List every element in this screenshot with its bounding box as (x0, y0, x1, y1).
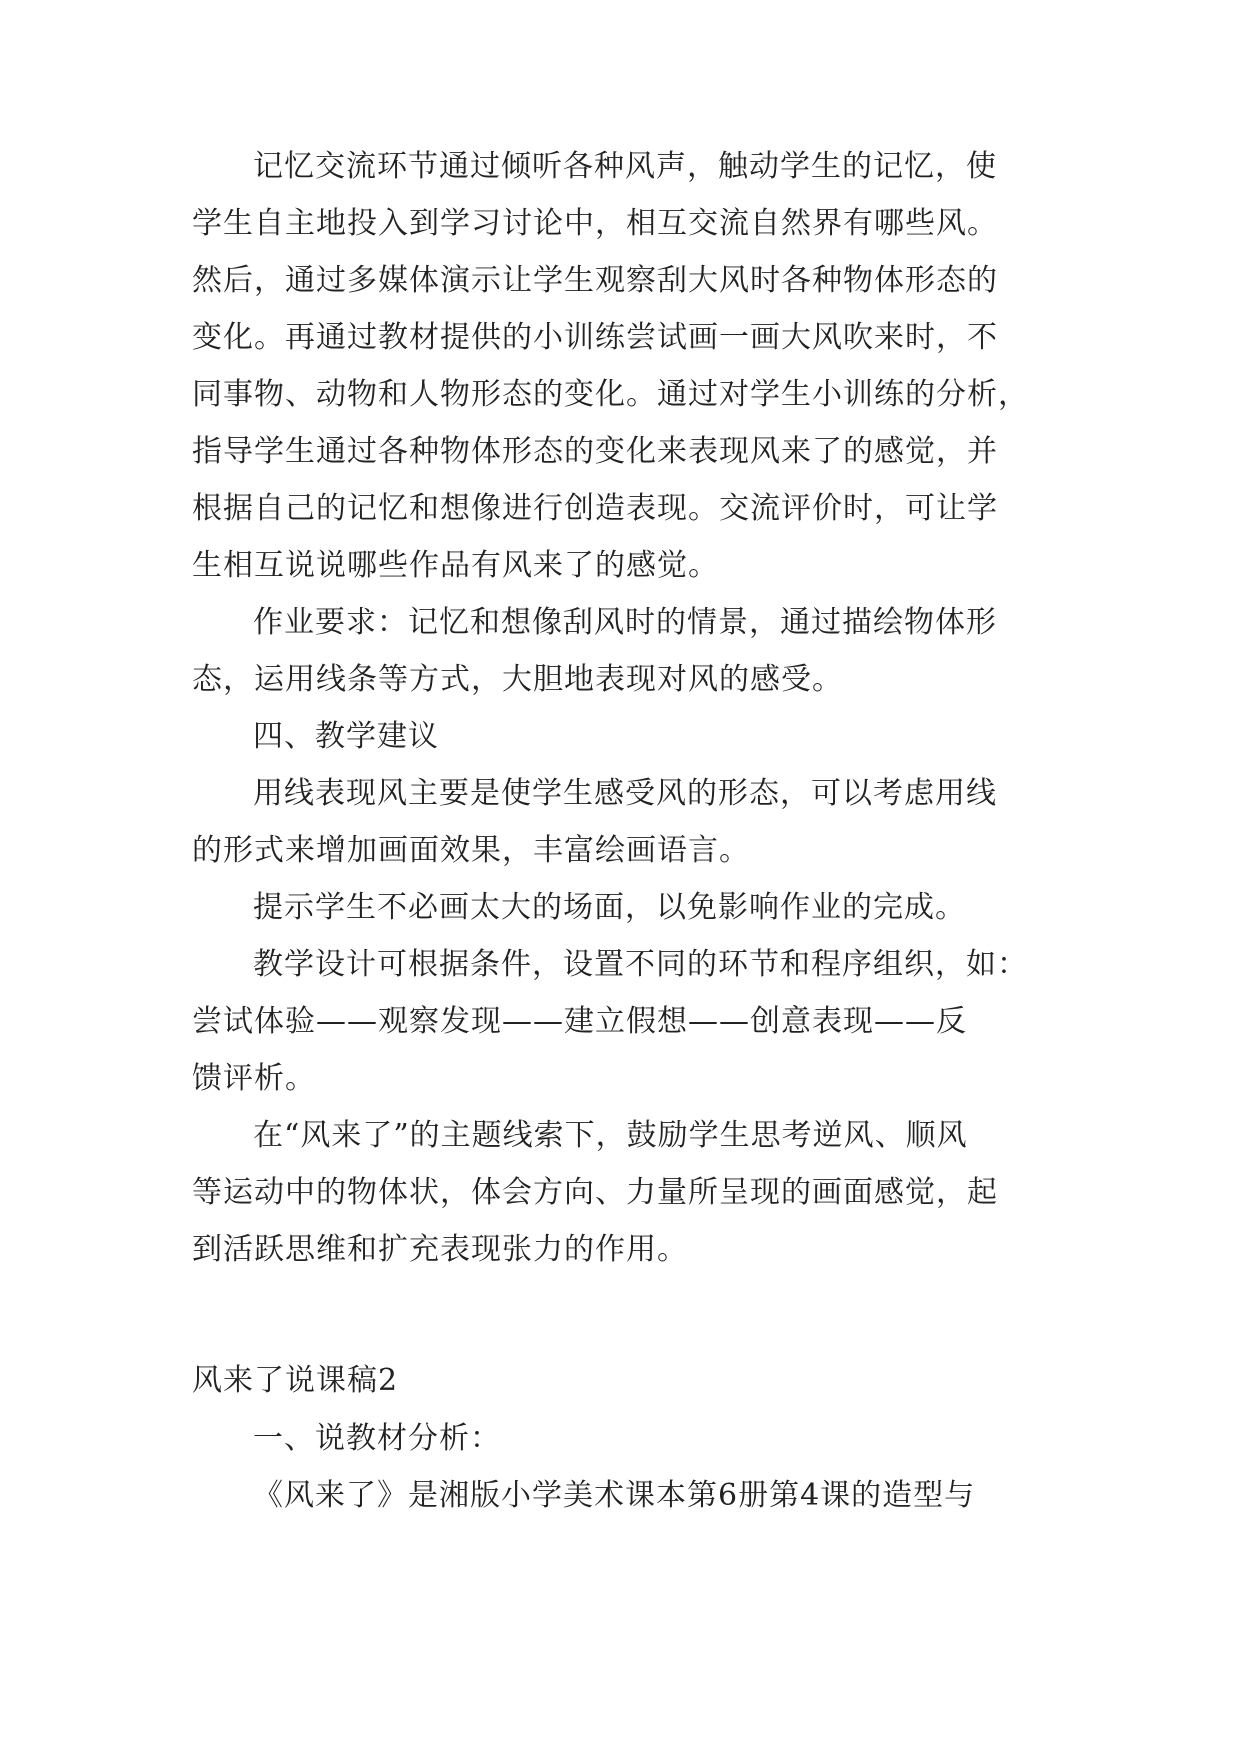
paragraph-line: 指导学生通过各种物体形态的变化来表现风来了的感觉，并 (192, 434, 998, 469)
paragraph-line: 根据自己的记忆和想像进行创造表现。交流评价时，可让学 (192, 491, 998, 526)
paragraph-line: 生相互说说哪些作品有风来了的感觉。 (192, 548, 719, 583)
paragraph-line: 的形式来增加画面效果，丰富绘画语言。 (192, 833, 750, 868)
paragraph-line: 教学设计可根据条件，设置不同的环节和程序组织，如： (253, 947, 1028, 982)
paragraph-line: 态，运用线条等方式，大胆地表现对风的感受。 (192, 662, 843, 697)
section-heading: 四、教学建议 (253, 719, 439, 754)
paragraph-line: 在“风来了”的主题线索下，鼓励学生思考逆风、顺风 (253, 1118, 968, 1153)
paragraph-line: 提示学生不必画太大的场面，以免影响作业的完成。 (253, 890, 966, 925)
paragraph-line: 同事物、动物和人物形态的变化。通过对学生小训练的分析， (192, 377, 1029, 412)
paragraph-line: 等运动中的物体状，体会方向、力量所呈现的画面感觉，起 (192, 1175, 998, 1210)
section-title: 风来了说课稿2 (192, 1363, 399, 1398)
paragraph-line: 到活跃思维和扩充表现张力的作用。 (192, 1232, 688, 1267)
paragraph-line: 《风来了》是湘版小学美术课本第6册第4课的造型与 (253, 1478, 976, 1513)
paragraph-line: 用线表现风主要是使学生感受风的形态，可以考虑用线 (253, 776, 997, 811)
paragraph-line: 尝试体验——观察发现——建立假想——创意表现——反 (192, 1004, 967, 1039)
paragraph-line: 学生自主地投入到学习讨论中，相互交流自然界有哪些风。 (192, 206, 998, 241)
paragraph-line: 变化。再通过教材提供的小训练尝试画一画大风吹来时，不 (192, 320, 998, 355)
section-heading: 一、说教材分析： (253, 1421, 501, 1456)
paragraph-line: 然后，通过多媒体演示让学生观察刮大风时各种物体形态的 (192, 263, 998, 298)
paragraph-line: 记忆交流环节通过倾听各种风声，触动学生的记忆，使 (253, 149, 997, 184)
paragraph-line: 馈评析。 (192, 1061, 316, 1096)
paragraph-line: 作业要求：记忆和想像刮风时的情景，通过描绘物体形 (253, 605, 997, 640)
